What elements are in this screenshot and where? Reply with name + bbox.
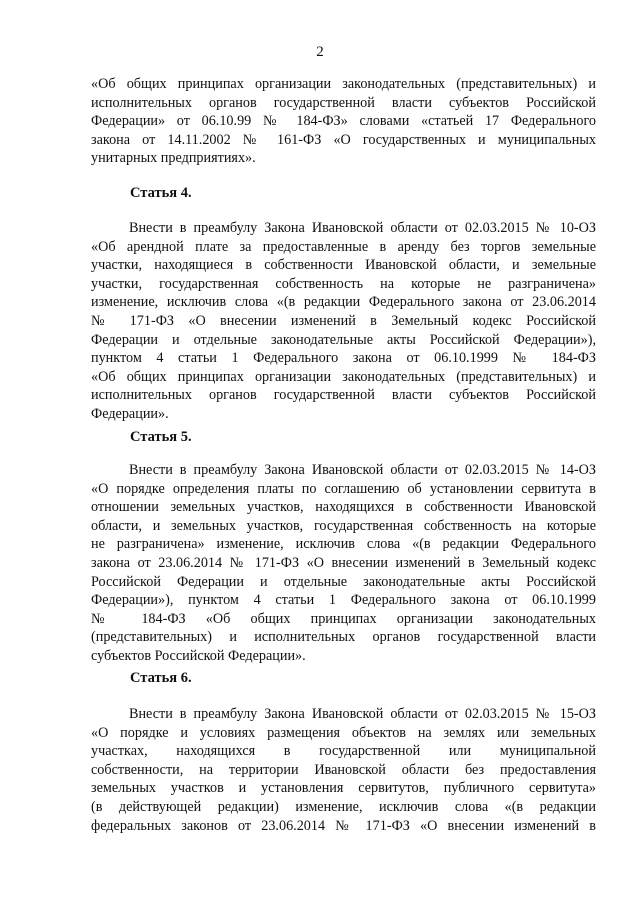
text-line: Внести в преамбулу Закона Ивановской области от 02.03.2015 № 10-ОЗ [129,220,596,236]
text-line: федеральных законов от 23.06.2014 № 171-ФЗ «О внесении изменений в [91,817,596,834]
text-line: «Об арендной плате за предоставленные в аренду без торгов земельные [91,238,596,255]
article-4-heading: Статья 4. [130,185,192,201]
text-line: № 171-ФЗ «О внесении изменений в Земельный кодекс Российской [91,312,596,329]
text-line: субъектов Российской Федерации». [91,647,306,664]
text-line: участки, государственная собственность на которые не разграничена» [91,275,596,292]
text-line: отношении земельных участков, находящихся в собственности Ивановской [91,499,596,516]
text-line: № 184-ФЗ «Об общих принципах организации законодательных [91,610,596,627]
text-line: собственности, на территории Ивановской области без предоставления [91,761,596,778]
article-6-heading: Статья 6. [130,670,192,686]
text-line: участках, находящихся в государственной или муниципальной [91,743,596,760]
text-line: Федерации и отдельные законодательные акты Российской Федерации»), [91,331,596,348]
article-6-paragraph [91,705,596,835]
text-line: «Об общих принципах организации законодательных (представительных) и [91,368,596,385]
page-number: 2 [316,44,324,60]
text-line: не разграничена» изменение, исключив слова «(в редакции Федерального [91,536,596,553]
text-line: закона от 14.11.2002 № 161-ФЗ «О государственных и муниципальных [91,131,596,148]
text-line: Федерации». [91,405,169,422]
article-4-paragraph [91,219,596,424]
text-line: Федерации» от 06.10.99 № 184-ФЗ» словами «статьей 17 Федерального [91,113,596,130]
text-line: пунктом 4 статьи 1 Федерального закона от 06.10.1999 № 184-ФЗ [91,350,596,367]
text-line: унитарных предприятиях». [91,150,256,167]
text-line: области, и земельных участков, государственная собственность на которые [91,517,596,534]
text-line: Российской Федерации и отдельные законодательные акты Российской [91,573,596,590]
article-5-paragraph [91,461,596,666]
article-5-heading: Статья 5. [130,429,192,445]
text-line: Внести в преамбулу Закона Ивановской области от 02.03.2015 № 14-ОЗ [129,462,596,478]
text-line: «О порядке определения платы по соглашению об установлении сервитута в [91,480,596,497]
paragraph-continuation [91,75,596,168]
text-line: (представительных) и исполнительных органов государственной власти [91,629,596,646]
text-line: изменение, исключив слова «(в редакции Федерального закона от 23.06.2014 [91,294,596,311]
text-line: земельных участков и установления сервитутов, публичного сервитута» [91,780,596,797]
text-line: (в действующей редакции) изменение, исключив слова «(в редакции [91,798,596,815]
text-line: исполнительных органов государственной власти субъектов Российской [91,387,596,404]
text-line: «О порядке и условиях размещения объектов на землях или земельных [91,724,596,741]
text-line: участки, находящиеся в собственности Ивановской области, и земельные [91,257,596,274]
text-line: закона от 23.06.2014 № 171-ФЗ «О внесении изменений в Земельный кодекс [91,554,596,571]
text-line: Федерации»), пунктом 4 статьи 1 Федерального закона от 06.10.1999 [91,592,596,609]
text-line: исполнительных органов государственной власти субъектов Российской [91,94,596,111]
text-line: «Об общих принципах организации законодательных (представительных) и [91,76,596,92]
text-line: Внести в преамбулу Закона Ивановской области от 02.03.2015 № 15-ОЗ [129,706,596,722]
